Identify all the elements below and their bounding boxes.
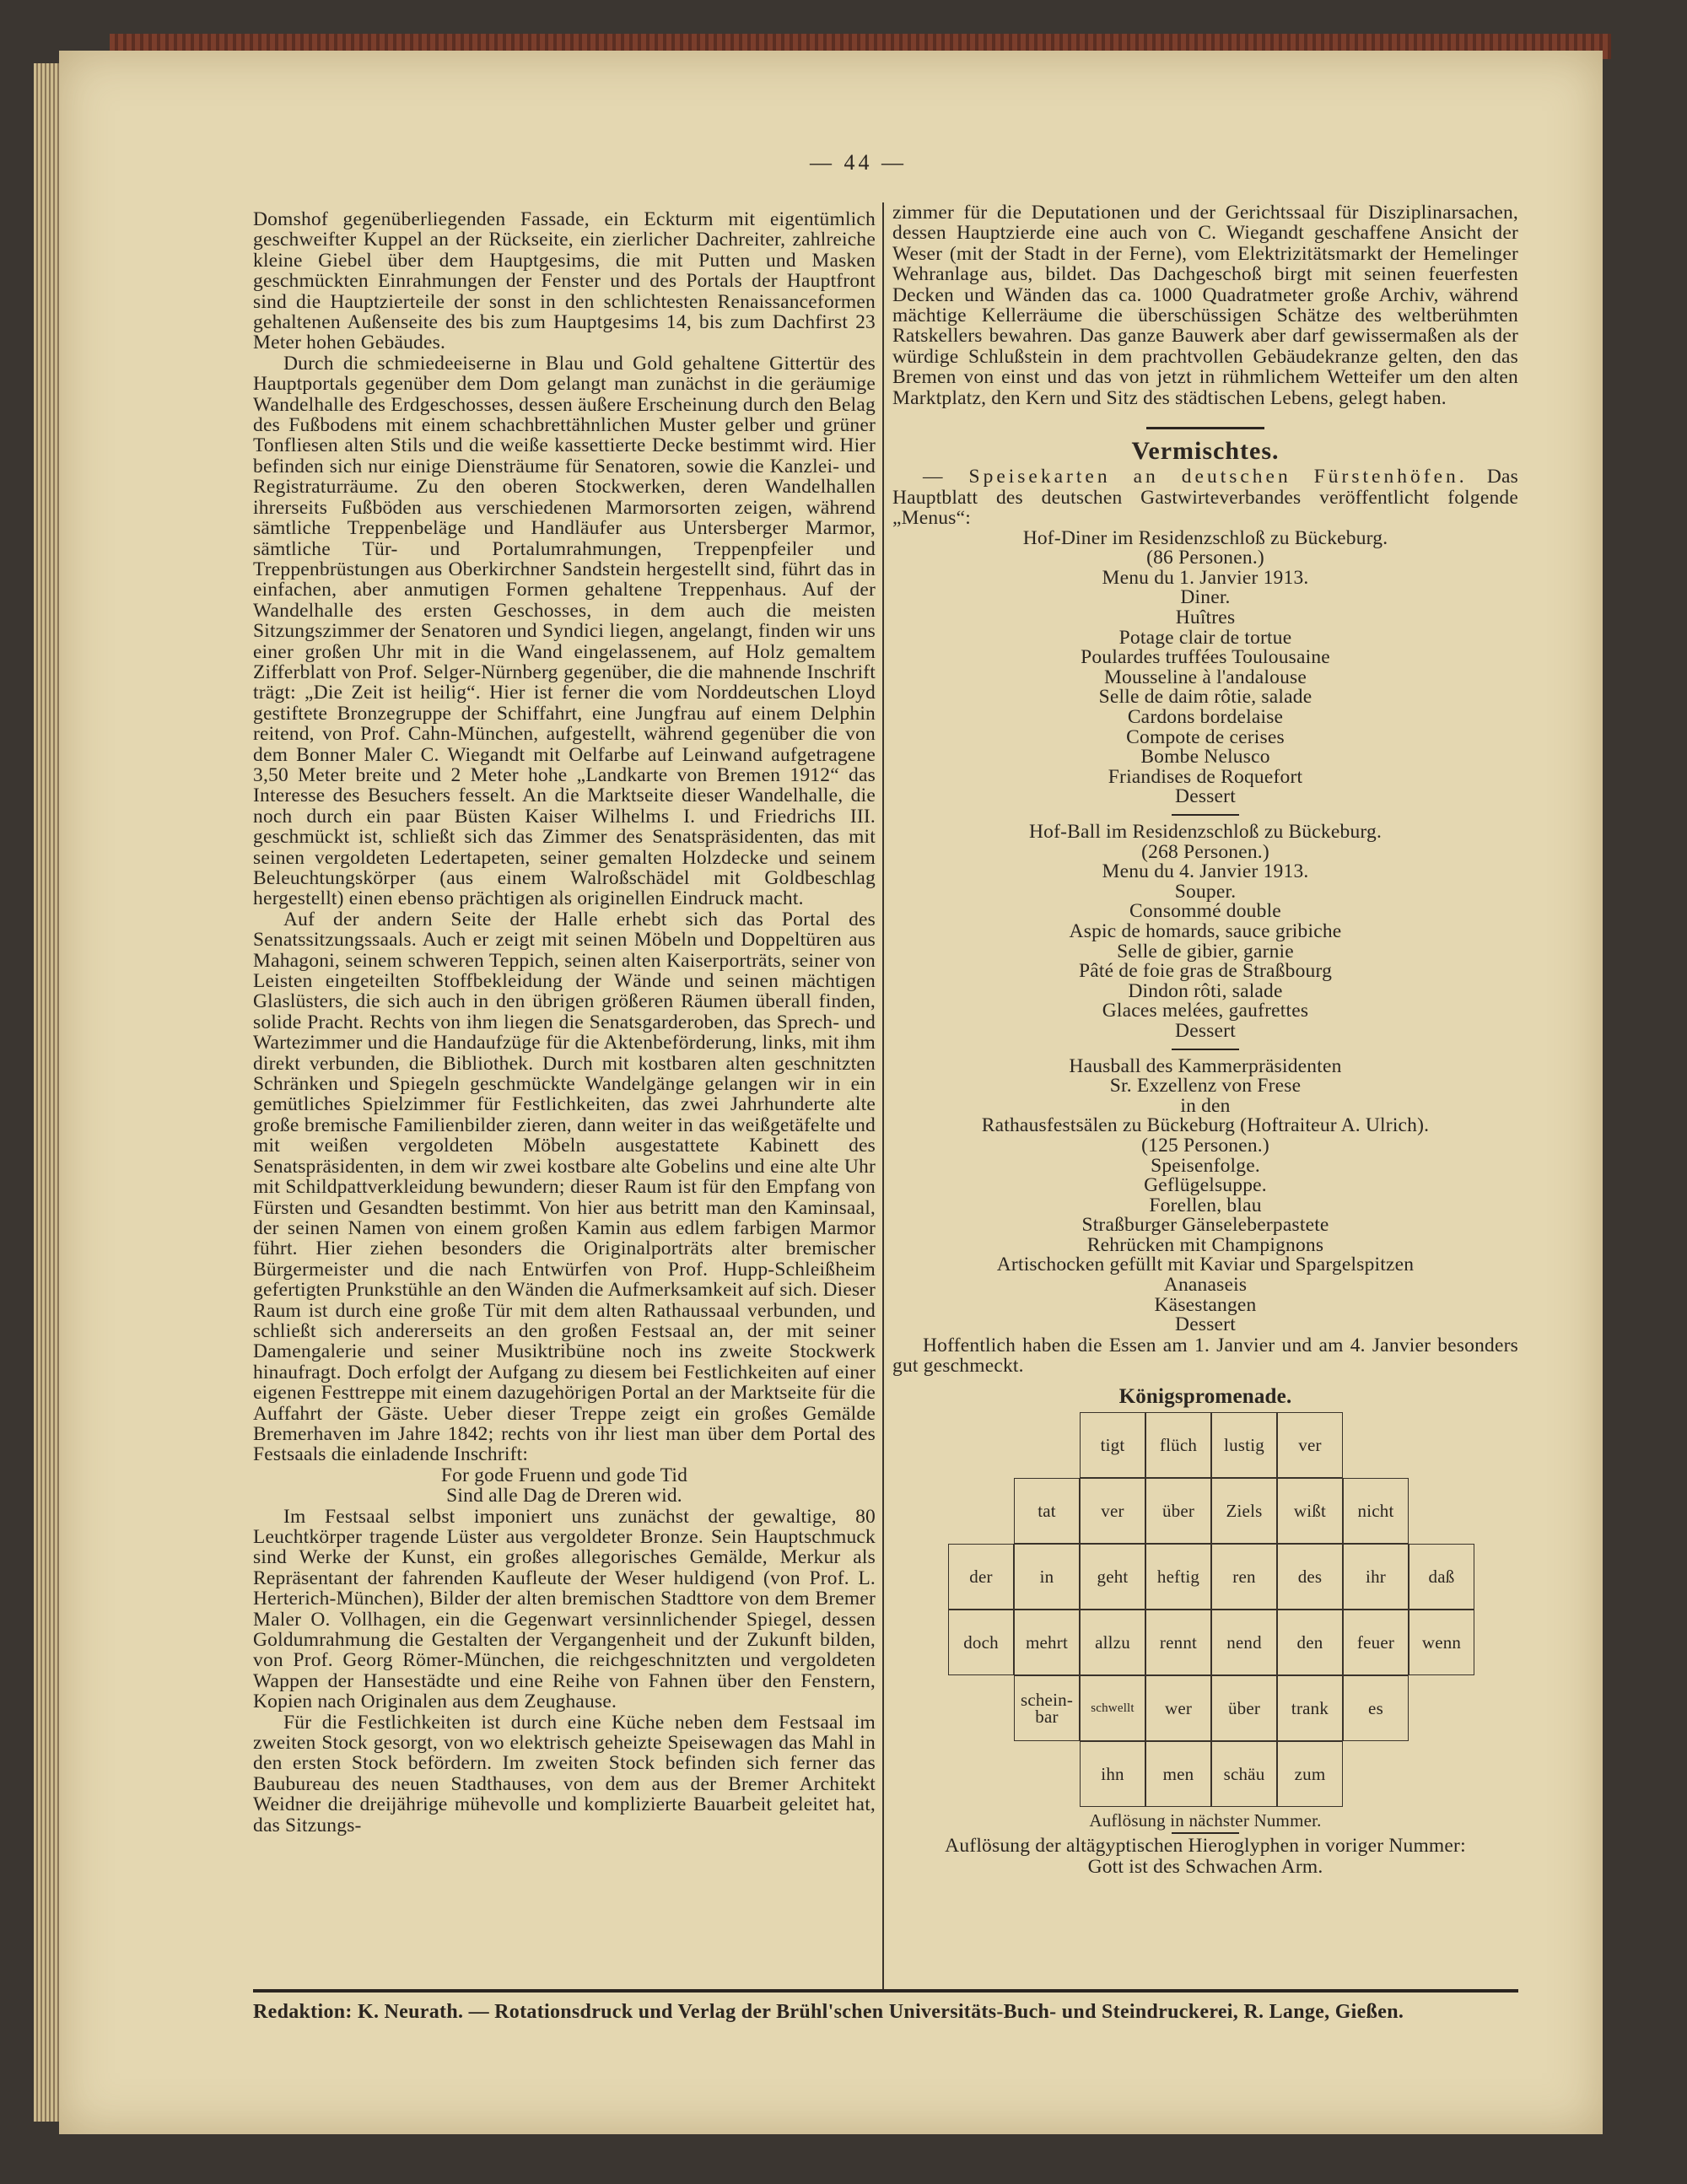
menu-block [892, 1054, 1518, 1336]
puzzle-cell: trank [1277, 1675, 1343, 1741]
puzzle-caption: Auflösung in nächster Nummer. [1089, 1810, 1322, 1831]
menu-line: Diner. [1180, 586, 1231, 609]
puzzle-cell: wenn [1409, 1610, 1474, 1675]
puzzle-cell: rennt [1145, 1610, 1211, 1675]
puzzle-cell: ren [1211, 1544, 1277, 1610]
menu-line: Dindon rôti, salade [1128, 979, 1283, 1002]
right-column [892, 202, 1518, 1995]
menu-line: Dessert [1175, 785, 1236, 808]
article-paragraph: Domshof gegenüberliegenden Fassade, ein Eckturm mit eigentümlich geschweifter Kuppel an der Rückseite, ein zierlicher Dachreiter, zahlreiche kleine Giebel über dem Hauptgesims, die mit Putten und Masken geschmückten Einrahmungen der Fenster und des Portals der Hauptfront sind die Hauptzierteile der sonst in den schlichtesten Renaissanceformen gehaltenen Außenseite des bis zum Hauptgesims 14, bis zum Dachfirst 23 Meter hohen Gebäudes. [253, 209, 876, 354]
menu-line: Sr. Exzellenz von Frese [1109, 1075, 1302, 1097]
menu-line: Bombe Nelusco [1140, 746, 1270, 768]
puzzle-cell: der [948, 1544, 1014, 1610]
menu-heading: Hausball des Kammerpräsidenten [1069, 1054, 1342, 1077]
puzzle-cell: über [1145, 1478, 1211, 1544]
menu-line: (86 Personen.) [1146, 547, 1264, 569]
section-rule [1146, 427, 1264, 429]
left-column [253, 209, 876, 1989]
menu-line: Menu du 4. Janvier 1913. [1102, 860, 1309, 883]
puzzle-cell: schein-bar [1014, 1675, 1080, 1741]
menu-line: Potage clair de tortue [1118, 626, 1292, 649]
menu-line: Mousseline à l'andalouse [1103, 666, 1307, 688]
puzzle-grid [948, 1412, 1474, 1809]
article-paragraph: Auf der andern Seite der Halle erhebt sich das Portal des Senatssitzungssaals. Auch er zeigt mit seinen Möbeln und Doppeltüren aus Mahagoni, seinem schweren Teppich, seinen alten Kaiserporträts, seiner von Leisten eingeteilten Stoffbekleidung der Wände und seinen mächtigen Glaslüsters, die sich auch in den übrigen größeren Räumen überall finden, solide Pracht. Rechts von ihm liegen die Senatsgarderoben, das Sprech- und Wartezimmer und die Handaufzüge für die Aktenbeförderung, links, mit ihm direkt verbunden, die Bibliothek. Durch mit kostbaren alten geschnitzten Schränken und Spiegeln geschmückte Wandelgänge gelangen wir in ein gemütliches Spielzimmer für Festlichkeiten, das zwei Jahrhunderte alte große bremische Familienbilder zieren, dann weiter in das weißgetäfelte und mit weißen vergoldeten Möbeln ausgestattete Kabinett des Senatspräsidenten, in dem wir zwei kostbare alte Gobelins und eine alte Uhr mit Schildpattverkleidung bewundern; dieser Raum ist für den Empfang von Fürsten und Gesandten bestimmt. Von hier aus betritt man den Kaminsaal, der seinen Namen von einem großen Kamin aus edlem farbigen Marmor führt. Hier ziehen besonders die Originalporträts alter bremischer Bürgermeister und die nach Entwürfen von Prof. Hupp-Schleißheim gefertigten Prunkstühle an den Wänden die Aufmerksamkeit auf sich. Dieser Raum ist durch eine große Tür mit dem alten Rathaussaal verbunden, und schließt sich andererseits an den großen Festsaal an, der mit seiner Damengalerie und seiner Musiktribüne noch ins zweite Stockwerk hinaufragt. Doch erfolgt der Aufgang zu diesem bei Festlichkeiten auf einer eigenen Festtreppe mit einem dazugehörigen Portal an der Marktseite für die Auffahrt der Gäste. Ueber dieser Treppe zeigt ein großes Gemälde Bremerhaven im Jahre 1842; rechts von ihr liest man über dem Portal des Festsaals die einladende Inschrift: [253, 908, 876, 1466]
menu-line: Aspic de homards, sauce gribiche [1069, 919, 1342, 942]
menu-line: Consommé double [1129, 900, 1281, 923]
puzzle-cell: flüch [1145, 1412, 1211, 1478]
menu-line: Huîtres [1175, 607, 1236, 629]
puzzle-cell: nicht [1343, 1478, 1409, 1544]
puzzle-cell: mehrt [1014, 1610, 1080, 1675]
puzzle-cell: lustig [1211, 1412, 1277, 1478]
puzzle-cell: des [1277, 1544, 1343, 1610]
puzzle-cell: ihn [1080, 1741, 1145, 1807]
menu-line: Pâté de foie gras de Straßbourg [1078, 960, 1333, 983]
menu-line: Cardons bordelaise [1127, 706, 1284, 729]
menu-block [892, 526, 1518, 808]
menu-separator [1172, 1049, 1239, 1050]
puzzle-cell: schwellt [1080, 1675, 1145, 1741]
article-continuation: zimmer für die Deputationen und der Gerichtssaal für Disziplinarsachen, dessen Hauptzierde eine auch von C. Wiegandt geschaffene Ansicht der Weser (mit der Stadt in der Ferne), vom Elektrizitätsmarkt der Hemelinger Wehranlage aus, bildet. Das Dachgeschoß birgt mit seinen feuerfesten Decken und Wänden das ca. 1000 Quadratmeter große Archiv, während mächtige Kellerräume die überschüssigen Schätze des weltberühmten Ratskellers bewahren. Das ganze Bauwerk aber darf gewissermaßen als der würdige Schlußstein in dem prachtvollen Gebäudekranze gelten, den das Bremen von einst und das von jetzt in rühmlichem Wetteifer um den alten Marktplatz, den Kern und Sitz des städtischen Lebens, gelegt haben. [892, 202, 1518, 409]
menu-line: Selle de daim rôtie, salade [1098, 686, 1312, 709]
puzzle-cell: ver [1080, 1478, 1145, 1544]
section-heading: Vermischtes. [1131, 437, 1280, 466]
puzzle-cell: geht [1080, 1544, 1145, 1610]
puzzle-cell: men [1145, 1741, 1211, 1807]
puzzle-cell: wißt [1277, 1478, 1343, 1544]
footer-rule [253, 1989, 1518, 1993]
inscription-verse: Sind alle Dag de Dreren wid. [446, 1485, 682, 1507]
puzzle-cell: ver [1277, 1412, 1343, 1478]
menu-line: Straßburger Gänseleberpastete [1081, 1214, 1329, 1237]
menu-line: Speisenfolge. [1151, 1154, 1260, 1177]
puzzle-cell: es [1343, 1675, 1409, 1741]
menu-line: (125 Personen.) [1141, 1134, 1269, 1157]
closing-remark: Hoffentlich haben die Essen am 1. Janvier und am 4. Janvier besonders gut geschmeckt. [892, 1334, 1518, 1378]
page-number: — 44 — [810, 150, 907, 175]
puzzle-cell: doch [948, 1610, 1014, 1675]
puzzle-cell: Ziels [1211, 1478, 1277, 1544]
intro-text: Das Hauptblatt des deutschen Gastwirteverbandes veröffentlicht folgende „Menus“: [892, 466, 1518, 530]
menu-line: Friandises de Roquefort [1108, 765, 1303, 788]
puzzle-cell: zum [1277, 1741, 1343, 1807]
intro-paragraph [892, 466, 1518, 528]
puzzle-cell: wer [1145, 1675, 1211, 1741]
solution-label: Auflösung der altägyptischen Hieroglyphen in voriger Nummer: [945, 1835, 1466, 1858]
puzzle-cell: in [1014, 1544, 1080, 1610]
menu-line: in den [1180, 1094, 1231, 1117]
article-paragraph: Für die Festlichkeiten ist durch eine Küche neben dem Festsaal im zweiten Stock gesorgt, von wo elektrisch geheizte Speisewagen das Mahl in den ersten Stock befördern. Im zweiten Stock befinden sich ferner das Baubureau des neuen Stadthauses, von dem aus der Bremer Architekt Weidner die dreijährige mühevolle und komplizierte Bauarbeit geleitet hat, das Sitzungs- [253, 1711, 876, 1836]
puzzle-cell: daß [1409, 1544, 1474, 1610]
puzzle-cell: feuer [1343, 1610, 1409, 1675]
puzzle-cell: allzu [1080, 1610, 1145, 1675]
menu-heading: Hof-Ball im Residenzschloß zu Bückeburg. [1028, 821, 1382, 843]
column-divider [882, 202, 884, 1991]
menu-block [892, 822, 1518, 1042]
menu-line: Rathausfestsälen zu Bückeburg (Hoftraiteur A. Ulrich). [981, 1114, 1430, 1137]
puzzle-cell: heftig [1145, 1544, 1211, 1610]
menu-line: Artischocken gefüllt mit Kaviar und Spargelspitzen [996, 1254, 1415, 1276]
menu-line: Souper. [1174, 880, 1237, 903]
puzzle-cell: nend [1211, 1610, 1277, 1675]
menu-separator [1172, 814, 1239, 816]
solution-text: Gott ist des Schwachen Arm. [1087, 1855, 1323, 1878]
rule [1172, 1832, 1239, 1834]
puzzle-cell: ihr [1343, 1544, 1409, 1610]
puzzle-title: Königspromenade. [1118, 1384, 1292, 1408]
menu-line: Käsestangen [1154, 1293, 1257, 1316]
imprint-footer: Redaktion: K. Neurath. — Rotationsdruck und Verlag der Brühl'schen Universitäts-Buch- und Steindruckerei, R. Lange, Gießen. [253, 2001, 1404, 2023]
menu-line: Dessert [1175, 1019, 1236, 1042]
menu-line: Menu du 1. Janvier 1913. [1102, 566, 1309, 589]
menu-line: Selle de gibier, garnie [1117, 940, 1294, 963]
menu-line: Dessert [1175, 1313, 1236, 1336]
menu-line: Forellen, blau [1149, 1194, 1262, 1216]
menu-line: Compote de cerises [1126, 725, 1285, 748]
menu-line: Ananaseis [1163, 1274, 1248, 1297]
puzzle-cell: über [1211, 1675, 1277, 1741]
menus [892, 526, 1518, 1336]
article-paragraph: Im Festsaal selbst imponiert uns zunächst der gewaltige, 80 Leuchtkörper tragende Lüster aus vergoldeter Bronze. Sein Hauptschmuck sind Werke der Kunst, ein großes allegorisches Gemälde, Merkur als Repräsentant der fahrenden Kaufleute der Weser huldigend (von Prof. L. Herterich-München), Bilder der alten bremischen Stadttore von dem Bremer Maler O. Vollhagen, ein die Gegenwart versinnlichender Spiegel, dessen Goldumrahmung die Gestalten der Vergangenheit und der Zukunft bilden, von Prof. Georg Römer-München, die reichgeschnitzten und vergoldeten Wappen der Hansestädte und eine Reihe von Fahnen über den Fenstern, Kopien nach Originalen aus dem Zeughause. [253, 1505, 876, 1713]
puzzle-cell: schäu [1211, 1741, 1277, 1807]
menu-line: Poulardes truffées Toulousaine [1081, 646, 1330, 669]
puzzle-cell: tigt [1080, 1412, 1145, 1478]
puzzle-cell: den [1277, 1610, 1343, 1675]
puzzle-cell: tat [1014, 1478, 1080, 1544]
menu-line: Glaces melées, gaufrettes [1102, 1000, 1309, 1022]
intro-lead: — Speisekarten an deutschen Fürstenhöfen. [923, 466, 1468, 488]
inscription-verse: For gode Fruenn und gode Tid [440, 1464, 688, 1486]
menu-line: (268 Personen.) [1141, 840, 1269, 863]
article-paragraph: Durch die schmiedeeiserne in Blau und Gold gehaltene Gittertür des Hauptportals gegenüber dem Dom gelangt man zunächst in die geräumige Wandelhalle des Erdgeschosses, dessen äußere Erscheinung durch den Belag des Fußbodens mit einem schachbrettähnlichen Muster gelber und grüner Tonfliesen alten Stils und die weiße kassettierte Decke bestimmt wird. Hier befinden sich nur einige Diensträume für Senatoren, sowie die Kanzlei- und Registraturräume. Zu den oberen Stockwerken, deren Wandelhallen ihrerseits Fußböden aus verschiedenen Marmorsorten zeigen, während sämtliche Treppenbeläge und Handläufer aus Untersberger Marmor, sämtliche Tür- und Portalumrahmungen, Treppenpfeiler und Treppenbrüstungen aus Oberkirchner Sandstein hergestellt sind, führt das in einfachen, aber anmutigen Formen gehaltene Treppenhaus. Auf der Wandelhalle des ersten Geschosses, in dem auch die meisten Sitzungszimmer der Senatoren und Syndici liegen, angelangt, finden wir uns einer großen Uhr mit in die Wand eingelassenem, auf Holz gemaltem Zifferblatt von Prof. Selger-Nürnberg gegenüber, die die mahnende Inschrift trägt: „Die Zeit ist heilig“. Hier ist ferner die vom Norddeutschen Lloyd gestiftete Bronzegruppe der Schiffahrt, eine Jungfrau auf einem Delphin reitend, von Prof. Cahn-München, aufgestellt, während gegenüber die von dem Bonner Maler C. Wiegandt mit Oelfarbe auf Leinwand aufgetragene 3,50 Meter breite und 2 Meter hohe „Landkarte von Bremen 1912“ das Interesse des Besuchers fesselt. An die Marktseite dieser Wandelhalle, die noch durch ein paar Büsten Kaiser Wilhelms I. und Friedrichs III. geschmückt ist, schließt sich das Zimmer des Senatspräsidenten, das mit seinen vergoldeten Ledertapeten, seiner gemalten Holzdecke und seinem Beleuchtungskörper (aus einem Walroßschädel mit Goldbeschlag hergestellt) einen ebenso prächtigen als originellen Eindruck macht. [253, 352, 876, 910]
menu-line: Rehrücken mit Champignons [1086, 1233, 1324, 1256]
menu-line: Geflügelsuppe. [1144, 1174, 1267, 1197]
menu-heading: Hof-Diner im Residenzschloß zu Bückeburg. [1022, 526, 1388, 549]
